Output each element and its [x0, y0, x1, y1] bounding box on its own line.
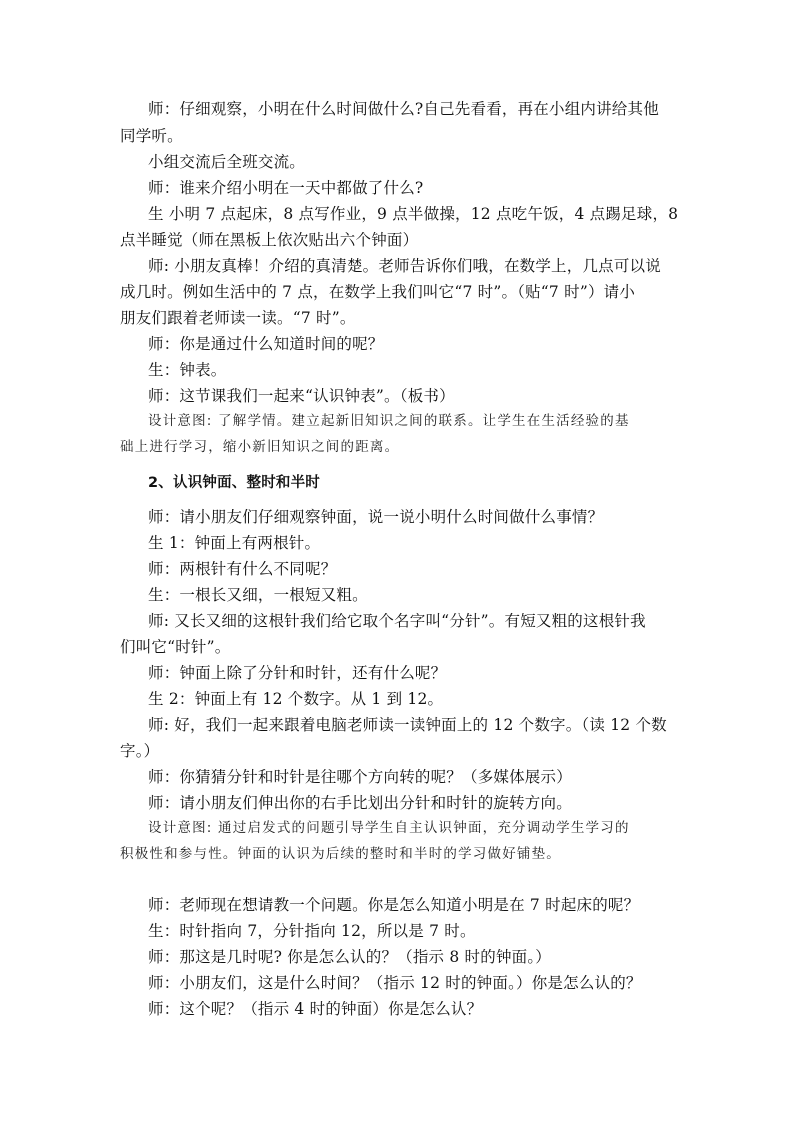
- paragraph-line: 生 1：钟面上有两根针。: [148, 534, 321, 552]
- paragraph-line: 生：一根长又细，一根短又粗。: [148, 586, 368, 604]
- paragraph-line: 师：你是通过什么知道时间的呢？: [148, 335, 384, 353]
- paragraph-line: 师：钟面上除了分针和时针，还有什么呢？: [148, 664, 447, 682]
- paragraph-line: 小组交流后全班交流。: [148, 153, 306, 171]
- paragraph-line: 字。）: [120, 742, 160, 760]
- paragraph-line: 师：那这是几时呢? 你是怎么认的？（指示 8 时的钟面。）: [148, 948, 552, 966]
- paragraph-line: 师：这节课我们一起来“认识钟表”。（板书）: [148, 387, 455, 405]
- paragraph-line: 师：这个呢？（指示 4 时的钟面）你是怎么认？: [148, 1000, 483, 1018]
- paragraph-line: 生 小明 7 点起床，8 点写作业，9 点半做操，12 点吃午饭，4 点踢足球，8: [148, 205, 679, 223]
- paragraph-line: 师：谁来介绍小明在一天中都做了什么?: [148, 179, 424, 197]
- paragraph-line: 生：钟表。: [148, 361, 227, 379]
- paragraph-line: 师：请小朋友们伸出你的右手比划出分针和时针的旋转方向。: [148, 794, 572, 812]
- design-intent-note: 设计意图: 了解学情。建立起新旧知识之间的联系。让学生在生活经验的基: [148, 413, 630, 429]
- paragraph-line: 师：小朋友们，这是什么时间？（指示 12 时的钟面。）你是怎么认的？: [148, 974, 642, 992]
- design-intent-note: 积极性和参与性。钟面的认识为后续的整时和半时的学习做好铺垫。: [120, 846, 561, 862]
- paragraph-line: 点半睡觉（师在黑板上依次贴出六个钟面）: [120, 231, 419, 249]
- paragraph-line: 同学听。: [120, 127, 183, 145]
- paragraph-line: 师：两根针有什么不同呢？: [148, 560, 337, 578]
- design-intent-note: 设计意图: 通过启发式的问题引导学生自主认识钟面，充分调动学生学习的: [148, 820, 630, 836]
- section-heading: 2、认识钟面、整时和半时: [148, 475, 320, 491]
- paragraph-line: 师：仔细观察，小明在什么时间做什么?自己先看看，再在小组内讲给其他: [148, 100, 659, 118]
- paragraph-line: 师: 好，我们一起来跟着电脑老师读一读钟面上的 12 个数字。（读 12 个数: [148, 716, 667, 734]
- paragraph-line: 们叫它“时针”。: [120, 638, 231, 656]
- paragraph-line: 师: 又长又细的这根针我们给它取个名字叫“分针”。有短又粗的这根针我: [148, 612, 646, 630]
- paragraph-line: 生 2：钟面上有 12 个数字。从 1 到 12。: [148, 690, 444, 708]
- paragraph-line: 师：你猜猜分针和时针是往哪个方向转的呢？（多媒体展示）: [148, 768, 572, 786]
- paragraph-line: 师：请小朋友们仔细观察钟面，说一说小明什么时间做什么事情？: [148, 508, 604, 526]
- design-intent-note: 础上进行学习，缩小新旧知识之间的距离。: [120, 439, 400, 455]
- paragraph-line: 师: 小朋友真棒！介绍的真清楚。老师告诉你们哦，在数学上，几点可以说: [148, 257, 661, 275]
- paragraph-line: 成几时。例如生活中的 7 点，在数学上我们叫它“7 时”。（贴“7 时”）请小: [120, 283, 636, 301]
- paragraph-line: 朋友们跟着老师读一读。“7 时”。: [120, 309, 356, 327]
- paragraph-line: 师：老师现在想请教一个问题。你是怎么知道小明是在 7 时起床的呢？: [148, 896, 640, 914]
- paragraph-line: 生：时针指向 7，分针指向 12，所以是 7 时。: [148, 922, 476, 940]
